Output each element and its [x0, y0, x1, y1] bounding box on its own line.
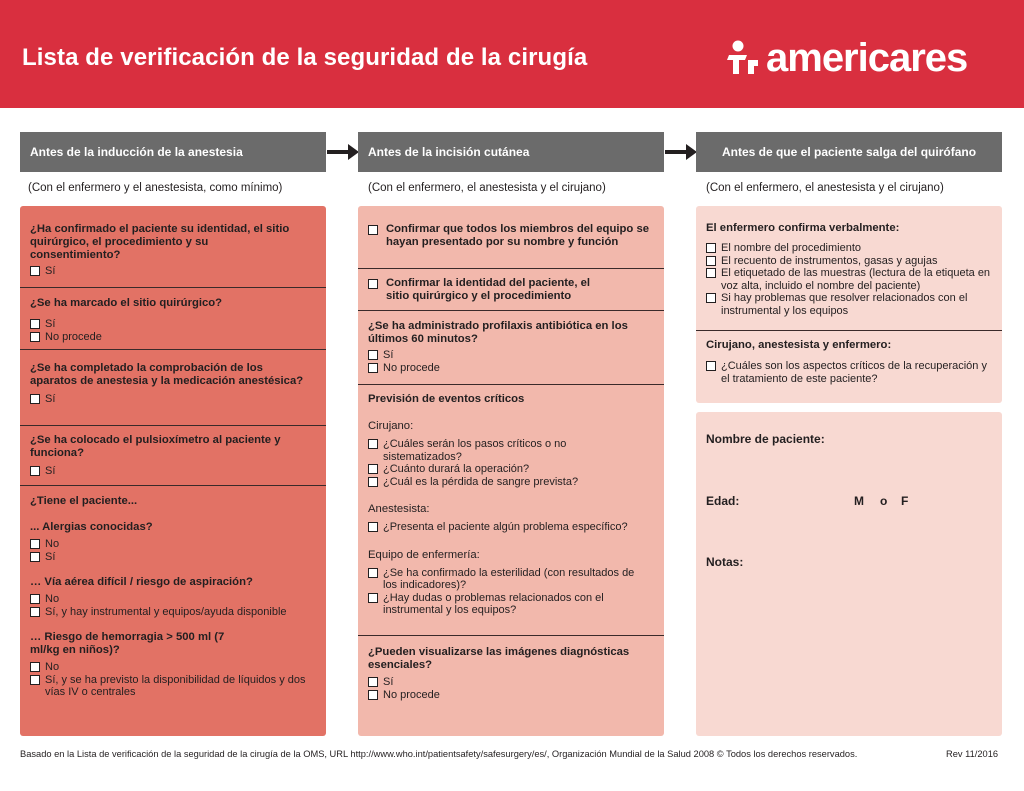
- allergies-yes-option[interactable]: Sí: [30, 551, 318, 564]
- checkbox[interactable]: [706, 256, 716, 266]
- site-marked-yes-option[interactable]: Sí: [30, 318, 318, 331]
- confirm-identity-option[interactable]: Confirmar la identidad del paciente, el sitio quirúrgico y el procedimiento: [368, 277, 656, 303]
- americares-person-icon: [724, 38, 764, 78]
- checkbox[interactable]: [706, 361, 716, 371]
- team-intro-section: [358, 223, 664, 249]
- checkbox[interactable]: [368, 522, 378, 532]
- anesthesia-check-question: ¿Se ha completado la comprobación de los aparatos de anestesia y la medicación anestésica?: [30, 362, 304, 387]
- checkbox[interactable]: [30, 466, 40, 476]
- checkbox[interactable]: [706, 243, 716, 253]
- checkbox[interactable]: [368, 464, 378, 474]
- page-title: Lista de verificación de la seguridad de la cirugía: [22, 44, 588, 71]
- team-recovery-title: Cirujano, anestesista y enfermero:: [706, 339, 892, 351]
- exit-confirm-panel: [696, 206, 1002, 403]
- airway-no-option[interactable]: No: [30, 593, 318, 606]
- checkbox[interactable]: [368, 225, 378, 235]
- site-marked-question: ¿Se ha marcado el sitio quirúrgico?: [30, 297, 223, 309]
- recovery-aspects-option[interactable]: ¿Cuáles son los aspectos críticos de la recuperación y el tratamiento de este paciente?: [706, 360, 994, 385]
- column-subtitle-induction: (Con el enfermero y el anestesista, como mínimo): [28, 182, 283, 194]
- revision-date: Rev 11/2016: [946, 749, 999, 759]
- antibiotic-na-option[interactable]: No procede: [368, 362, 656, 375]
- surgeon-duration-option[interactable]: ¿Cuánto durará la operación?: [368, 463, 656, 476]
- team-intro-option[interactable]: Confirmar que todos los miembros del equipo se hayan presentado por su nombre y función: [368, 223, 656, 249]
- anesthesia-check-yes-option[interactable]: Sí: [30, 393, 318, 406]
- airway-yes-option[interactable]: Sí, y hay instrumental y equipos/ayuda disponible: [30, 606, 318, 619]
- anesthetist-problem-option[interactable]: ¿Presenta el paciente algún problema específico?: [368, 521, 656, 534]
- notes-label: Notas:: [706, 555, 744, 569]
- checkbox[interactable]: [30, 662, 40, 672]
- critical-events-section: [358, 384, 664, 617]
- checkbox[interactable]: [30, 266, 40, 276]
- nursing-label: Equipo de enfermería:: [368, 548, 480, 561]
- allergies-no-option[interactable]: No: [30, 538, 318, 551]
- checkbox[interactable]: [30, 319, 40, 329]
- nursing-sterility-option[interactable]: ¿Se ha confirmado la esterilidad (con resultados de los indicadores)?: [368, 567, 656, 592]
- nurse-confirm-section: [696, 222, 1002, 317]
- anesthetist-label: Anestesista:: [368, 503, 430, 515]
- instrument-count-option[interactable]: El recuento de instrumentos, gasas y agujas: [706, 255, 994, 268]
- equipment-problems-option[interactable]: Si hay problemas que resolver relacionados con el instrumental y los equipos: [706, 292, 994, 317]
- arrow-right-icon: [664, 140, 698, 164]
- americares-logo: [724, 36, 967, 80]
- site-marked-section: [20, 287, 326, 343]
- hemorrhage-yes-option[interactable]: Sí, y se ha previsto la disponibilidad de líquidos y dos vías IV o centrales: [30, 674, 318, 699]
- checkbox[interactable]: [368, 363, 378, 373]
- identity-question: ¿Ha confirmado el paciente su identidad, el sitio quirúrgico, el procedimiento y su consentimiento?: [30, 223, 290, 261]
- checkbox[interactable]: [368, 568, 378, 578]
- checkbox[interactable]: [30, 607, 40, 617]
- checkbox[interactable]: [368, 477, 378, 487]
- logo-text: americares: [766, 36, 968, 80]
- hemorrhage-no-option[interactable]: No: [30, 661, 318, 674]
- patient-risk-question: ¿Tiene el paciente...: [30, 495, 138, 507]
- checkbox[interactable]: [368, 593, 378, 603]
- column-subtitle-incision: (Con el enfermero, el anestesista y el cirujano): [368, 182, 606, 194]
- header-banner: [0, 0, 1024, 108]
- antibiotic-question: ¿Se ha administrado profilaxis antibiótica en los últimos 60 minutos?: [368, 320, 628, 345]
- column-heading-exit: Antes de que el paciente salga del quirófano: [696, 132, 1002, 172]
- oximeter-yes-option[interactable]: Sí: [30, 465, 318, 478]
- imaging-section: [358, 635, 664, 701]
- antibiotic-section: [358, 310, 664, 374]
- confirm-identity-section: [358, 268, 664, 303]
- checkbox[interactable]: [30, 594, 40, 604]
- hemorrhage-question: … Riesgo de hemorragia > 500 ml (7 ml/kg en niños)?: [30, 631, 225, 656]
- procedure-name-option[interactable]: El nombre del procedimiento: [706, 242, 994, 255]
- patient-info-panel: [696, 412, 1002, 736]
- checkbox[interactable]: [30, 675, 40, 685]
- identity-section: [20, 223, 326, 278]
- column-heading-incision: Antes de la incisión cutánea: [358, 132, 664, 172]
- specimen-label-option[interactable]: El etiquetado de las muestras (lectura de la etiqueta en voz alta, incluido el nombre del paciente): [706, 267, 994, 292]
- arrow-right-icon: [326, 140, 360, 164]
- imaging-question: ¿Pueden visualizarse las imágenes diagnósticas esenciales?: [368, 646, 630, 671]
- checkbox[interactable]: [368, 439, 378, 449]
- incision-panel: [358, 206, 664, 736]
- patient-name-label: Nombre de paciente:: [706, 432, 825, 446]
- checkbox[interactable]: [368, 350, 378, 360]
- age-label: Edad:: [706, 494, 740, 508]
- checkbox[interactable]: [368, 279, 378, 289]
- anesthesia-check-section: [20, 349, 326, 406]
- nurse-confirm-title: El enfermero confirma verbalmente:: [706, 222, 900, 234]
- oximeter-section: [20, 425, 326, 478]
- nursing-equipment-option[interactable]: ¿Hay dudas o problemas relacionados con el instrumental y los equipos?: [368, 592, 656, 617]
- induction-panel: [20, 206, 326, 736]
- sex-male-label[interactable]: M: [854, 494, 864, 508]
- checkbox[interactable]: [706, 293, 716, 303]
- checkbox[interactable]: [30, 552, 40, 562]
- surgeon-label: Cirujano:: [368, 420, 414, 432]
- checkbox[interactable]: [368, 677, 378, 687]
- surgeon-steps-option[interactable]: ¿Cuáles serán los pasos críticos o no sistematizados?: [368, 438, 656, 463]
- checkbox[interactable]: [30, 394, 40, 404]
- imaging-yes-option[interactable]: Sí: [368, 676, 656, 689]
- checkbox[interactable]: [30, 332, 40, 342]
- allergies-question: ... Alergias conocidas?: [30, 521, 153, 533]
- patient-risk-section: [20, 485, 326, 699]
- checkbox[interactable]: [30, 539, 40, 549]
- column-heading-induction: Antes de la inducción de la anestesia: [20, 132, 326, 172]
- sex-or-label: o: [880, 494, 888, 508]
- sex-female-label[interactable]: F: [901, 494, 909, 508]
- team-recovery-section: [696, 330, 1002, 385]
- footer-source: Basado en la Lista de verificación de la seguridad de la cirugía de la OMS, URL http://www.who.int/patientsafety/safesurgery/es/, Organización Mundial de la Salud 2008 © Todos los derechos reservados.: [20, 749, 858, 759]
- imaging-na-option[interactable]: No procede: [368, 689, 656, 702]
- oximeter-question: ¿Se ha colocado el pulsioxímetro al paciente y funciona?: [30, 434, 281, 459]
- site-marked-na-option[interactable]: No procede: [30, 331, 318, 344]
- column-subtitle-exit: (Con el enfermero, el anestesista y el cirujano): [706, 182, 944, 194]
- identity-yes-option[interactable]: Sí: [30, 265, 318, 278]
- checkbox[interactable]: [706, 268, 716, 278]
- checkbox[interactable]: [368, 690, 378, 700]
- critical-events-title: Previsión de eventos críticos: [368, 393, 525, 405]
- antibiotic-yes-option[interactable]: Sí: [368, 349, 656, 362]
- airway-question: … Vía aérea difícil / riesgo de aspiración?: [30, 576, 253, 588]
- surgeon-blood-loss-option[interactable]: ¿Cuál es la pérdida de sangre prevista?: [368, 476, 656, 489]
